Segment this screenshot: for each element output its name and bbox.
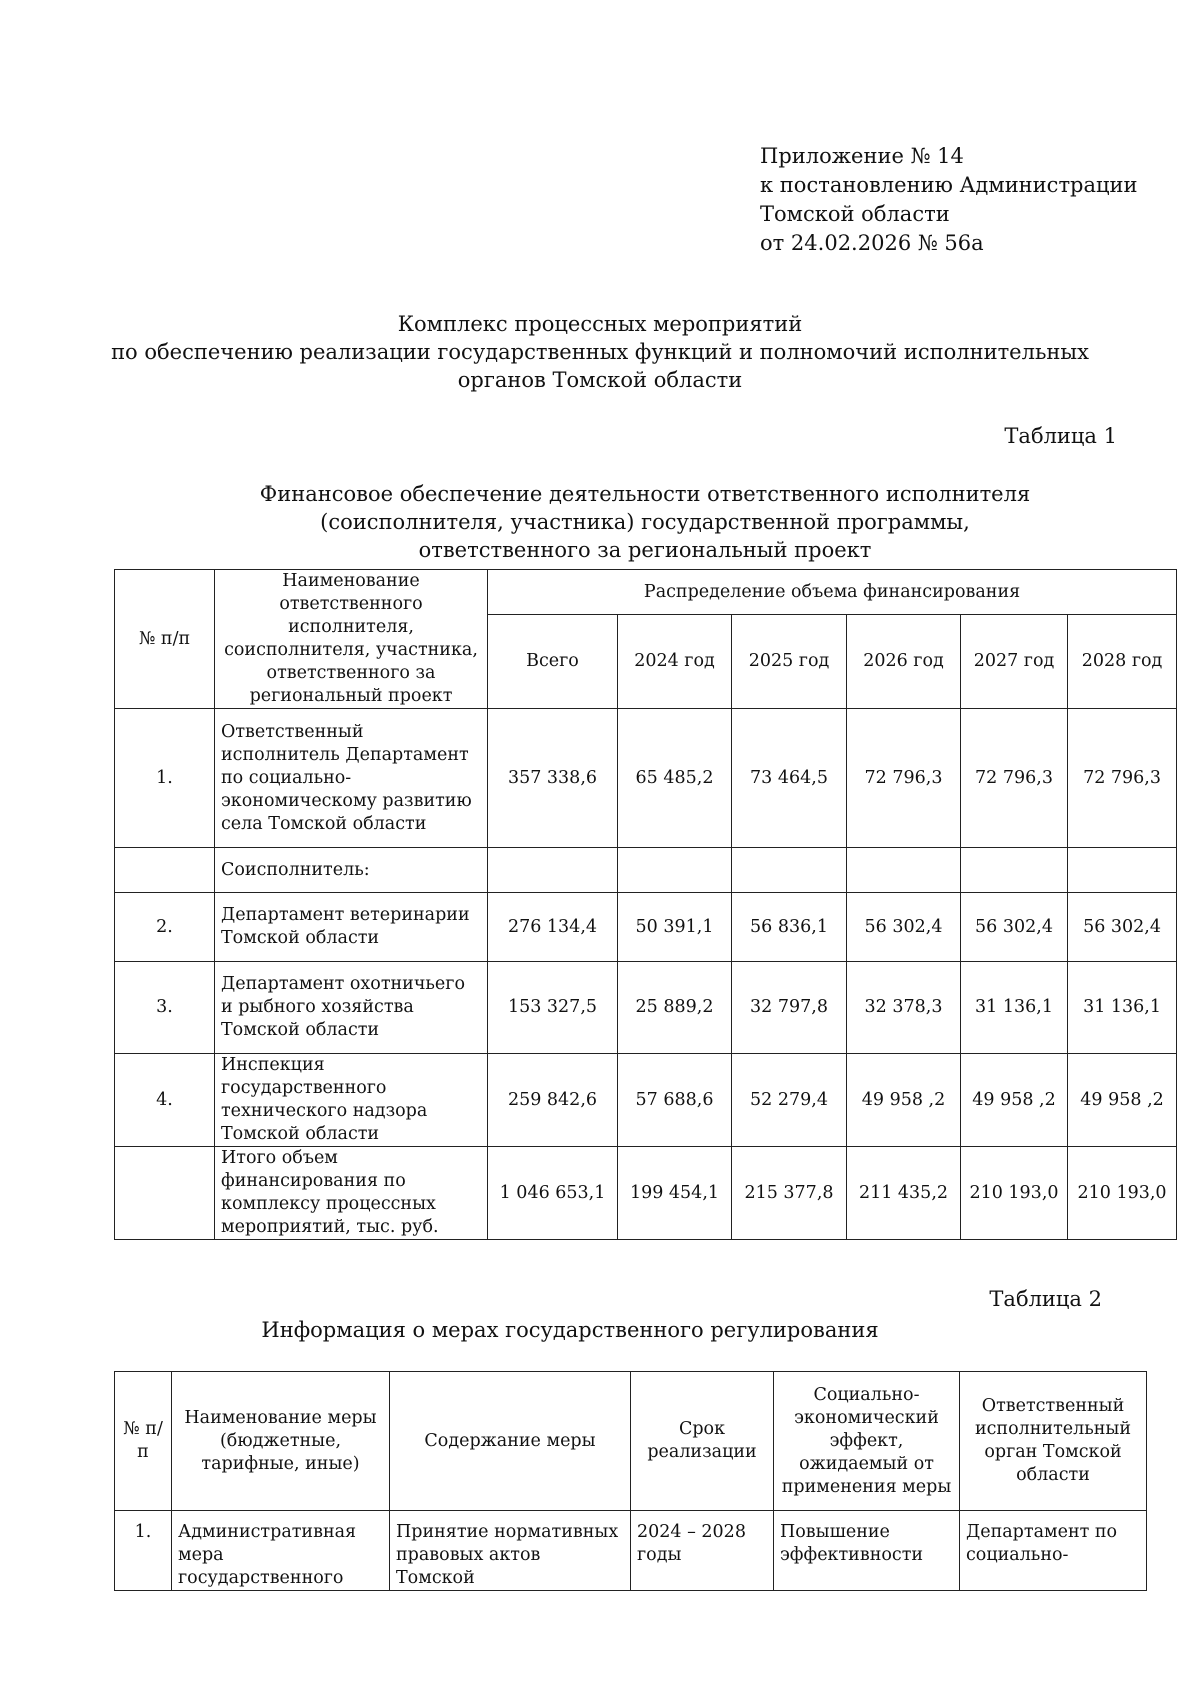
row-2026: 72 796,3 xyxy=(847,709,961,848)
header-2027: 2027 год xyxy=(961,615,1068,709)
header-num: № п/п xyxy=(115,1372,172,1511)
table2-label: Таблица 2 xyxy=(989,1287,1102,1311)
row-2025: 56 836,1 xyxy=(732,893,847,962)
row-num: 4. xyxy=(115,1054,215,1147)
row-2028 xyxy=(1068,848,1177,893)
row-total xyxy=(488,848,618,893)
row-total: 357 338,6 xyxy=(488,709,618,848)
row-2026: 211 435,2 xyxy=(847,1147,961,1240)
row-num xyxy=(115,848,215,893)
appendix-line-3: Томской области xyxy=(760,202,950,226)
row-2025: 215 377,8 xyxy=(732,1147,847,1240)
row-2024: 25 889,2 xyxy=(618,962,732,1054)
table-row xyxy=(115,893,1177,962)
row-num: 2. xyxy=(115,893,215,962)
row-name: Ответственный исполнитель Департамент по социально-экономическому развитию села Томской области xyxy=(215,709,488,848)
row-2028: 72 796,3 xyxy=(1068,709,1177,848)
regulation-measures-table xyxy=(114,1371,1147,1591)
appendix-line-4: от 24.02.2026 № 56а xyxy=(760,231,984,255)
header-2026: 2026 год xyxy=(847,615,961,709)
row-total: 259 842,6 xyxy=(488,1054,618,1147)
row-2024: 50 391,1 xyxy=(618,893,732,962)
row-2026: 32 378,3 xyxy=(847,962,961,1054)
row-num: 1. xyxy=(115,1511,172,1591)
document-title-line-2: по обеспечению реализации государственных функций и полномочий исполнительных xyxy=(111,340,1089,364)
row-2028: 49 958 ,2 xyxy=(1068,1054,1177,1147)
row-2025: 32 797,8 xyxy=(732,962,847,1054)
appendix-line-2: к постановлению Администрации xyxy=(760,173,1138,197)
table-row xyxy=(115,848,1177,893)
table1-caption xyxy=(200,480,1090,564)
header-effect: Социально-экономический эффект, ожидаемый от применения меры xyxy=(774,1372,960,1511)
row-num: 1. xyxy=(115,709,215,848)
row-2026: 56 302,4 xyxy=(847,893,961,962)
row-name: Итого объем финансирования по комплексу процессных мероприятий, тыс. руб. xyxy=(215,1147,488,1240)
row-name: Департамент охотничьего и рыбного хозяйства Томской области xyxy=(215,962,488,1054)
row-name: Инспекция государственного технического надзора Томской области xyxy=(215,1054,488,1147)
appendix-block xyxy=(760,142,1138,258)
appendix-line-1: Приложение № 14 xyxy=(760,144,964,168)
header-distribution: Распределение объема финансирования xyxy=(488,570,1177,615)
row-2028: 31 136,1 xyxy=(1068,962,1177,1054)
header-2025: 2025 год xyxy=(732,615,847,709)
row-effect: Повышение эффективности xyxy=(774,1511,960,1591)
row-term: 2024 – 2028 годы xyxy=(631,1511,774,1591)
table2-caption: Информация о мерах государственного регулирования xyxy=(261,1318,879,1342)
header-2024: 2024 год xyxy=(618,615,732,709)
document-title-line-3: органов Томской области xyxy=(457,368,743,392)
table-row xyxy=(115,709,1177,848)
row-2025: 73 464,5 xyxy=(732,709,847,848)
table1-label: Таблица 1 xyxy=(1004,424,1117,448)
row-2027 xyxy=(961,848,1068,893)
row-2024 xyxy=(618,848,732,893)
document-title xyxy=(100,310,1100,394)
row-name: Соисполнитель: xyxy=(215,848,488,893)
table-row xyxy=(115,1054,1177,1147)
row-2024: 57 688,6 xyxy=(618,1054,732,1147)
row-2027: 72 796,3 xyxy=(961,709,1068,848)
header-num: № п/п xyxy=(115,570,215,709)
header-measure: Наименование меры (бюджетные, тарифные, иные) xyxy=(172,1372,390,1511)
row-2024: 65 485,2 xyxy=(618,709,732,848)
row-total: 1 046 653,1 xyxy=(488,1147,618,1240)
row-2025 xyxy=(732,848,847,893)
row-total: 153 327,5 xyxy=(488,962,618,1054)
row-2027: 210 193,0 xyxy=(961,1147,1068,1240)
header-body: Ответственный исполнительный орган Томской области xyxy=(960,1372,1147,1511)
row-num: 3. xyxy=(115,962,215,1054)
table-row-total xyxy=(115,1147,1177,1240)
financing-table xyxy=(114,569,1177,1240)
header-term: Срок реализации xyxy=(631,1372,774,1511)
header-content: Содержание меры xyxy=(390,1372,631,1511)
table1-caption-line-3: ответственного за региональный проект xyxy=(418,538,872,562)
header-2028: 2028 год xyxy=(1068,615,1177,709)
row-2025: 52 279,4 xyxy=(732,1054,847,1147)
header-total: Всего xyxy=(488,615,618,709)
row-2027: 31 136,1 xyxy=(961,962,1068,1054)
row-2027: 56 302,4 xyxy=(961,893,1068,962)
row-total: 276 134,4 xyxy=(488,893,618,962)
row-2028: 210 193,0 xyxy=(1068,1147,1177,1240)
row-2028: 56 302,4 xyxy=(1068,893,1177,962)
row-num xyxy=(115,1147,215,1240)
row-measure: Административная мера государственного xyxy=(172,1511,390,1591)
table-row xyxy=(115,962,1177,1054)
document-title-line-1: Комплекс процессных мероприятий xyxy=(397,312,803,336)
header-name: Наименование ответственного исполнителя, соисполнителя, участника, ответственного за региональный проект xyxy=(215,570,488,709)
row-body: Департамент по социально- xyxy=(960,1511,1147,1591)
row-name: Департамент ветеринарии Томской области xyxy=(215,893,488,962)
row-2026: 49 958 ,2 xyxy=(847,1054,961,1147)
row-2027: 49 958 ,2 xyxy=(961,1054,1068,1147)
row-content: Принятие нормативных правовых актов Томской xyxy=(390,1511,631,1591)
table1-caption-line-1: Финансовое обеспечение деятельности ответственного исполнителя xyxy=(259,482,1031,506)
table1-caption-line-2: (соисполнителя, участника) государственной программы, xyxy=(320,510,970,534)
row-2024: 199 454,1 xyxy=(618,1147,732,1240)
table-row xyxy=(115,1511,1147,1591)
row-2026 xyxy=(847,848,961,893)
